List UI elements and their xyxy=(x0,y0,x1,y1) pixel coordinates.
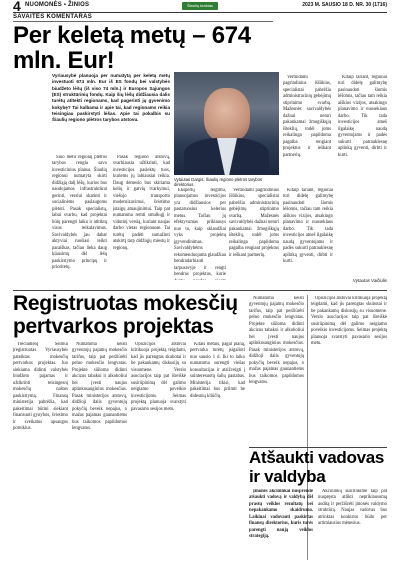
article1-byline: Vytautas Vaičiulis xyxy=(352,278,387,283)
article2-column-1: Trečiadienį Seimui įregistruotas Vyriausybės pateiktas mokesčių pertvarkos projektas. Juo siekiama didinti valstybės biudžeto pajamas ir užtikrinti teisingesnį mokesčių naštos paskirstymą. Finansų ministerija pabrėžia, kad pakeitimai būtini siekiant finansuoti gynybos, švietimo ir sveikatos apsaugos poreikius. xyxy=(13,342,68,432)
article1-column-6: Kitaip tariant, regionai turi didelę galimybę pasinaudoti šiomis lėšomis, tačiau tam reikia aiškios vizijos, atsakingo planavimo ir nuoseklaus darbo. Tik tada investicijos atneš ilgalaikę naudą gyventojams ir padės sukurti patrauklesnę aplinką gyventi, dirbti ir kurti. xyxy=(283,188,333,265)
article3-column-2: Akcininkų susirinkime taip pat nuspręsta atlikti nepriklausomą auditą ir peržiūrėti įmonės valdymo struktūrą. Naujas vadovas bus atrinktas konkurso būdu per artimiausius mėnesius. xyxy=(318,489,387,527)
header-divider xyxy=(13,12,387,13)
article1-column-3: Ekspertų teigimu, planuojamos investicijos yra didžiausios per pastaruosius kelerius metus. Tačiau jų efektyvumas priklausys nuo to, kaip sklandžiai vyks projektų įgyvendinimas. Savivaldybėms rekomenduojama glaudžiau bendradarbiauti tarpusavyje ir rengti bendrus projektus, kurie xyxy=(174,188,226,278)
article2-column-2: Numatoma keisti gyventojų pajamų mokesčio tarifus, taip pat peržiūrėti pelno mokesčio lengvatas. Projekte siūloma didinti akcizus tabakui ir alkoholiui bei įvesti naujus aplinkosauginius mokesčius. Pasak ministerijos atstovų, didžioji dalis gyventojų pokyčių beveik nepajus, o mažas pajamas gaunantiems bus taikomos papildomos lengvatos. xyxy=(72,342,127,432)
article-divider xyxy=(13,290,387,291)
article1-column-7: Kitaip tariant, regionai turi didelę galimybę pasinaudoti šiomis lėšomis, tačiau tam reikia aiškios vizijos, atsakingo planavimo ir nuoseklaus darbo. Tik tada investicijos atneš ilgalaikę naudą gyventojams ir padės sukurti patrauklesnę aplinką gyventi, dirbti ir kurti. xyxy=(338,75,387,158)
newspaper-logo: Šiaulių kraštas xyxy=(182,2,218,10)
article2-headline-line2: pertvarkos projektas xyxy=(13,315,214,338)
section-label: SAVAITĖS KOMENTARAS xyxy=(13,14,93,20)
article2-column-3: Opozicijos atstovai kritikuoja projektą teigdami, kad jis parengtas skubotai ir be pakankamų diskusijų su visuomene. Verslo asociacijos taip pat išreiškė susirūpinimą dėl galimo neigiamo poveikio investicijoms. Seimas projektą planuoja svarstyti pavasario sesijos metu. xyxy=(131,342,186,412)
article2-column-4: Kitais metais, pagal planą, pertvarka turėtų įsigalioti nuo sausio 1 d. Iki to laiko numatoma surengti viešas konsultacijas ir atsižvelgti į suinteresuotų šalių pastabas. Ministerija tikisi, kad pakeitimai bus priimti be didesnių kliūčių. xyxy=(190,342,245,399)
issue-dateline: 2023 M. SAUSIO 18 D. NR. 30 (1716) xyxy=(302,2,387,8)
portrait-photo xyxy=(174,72,279,175)
publication-name: NUOMONĖS ▪ ŽINIOS xyxy=(25,2,90,8)
article3-column-1: Įmonės akcininkai nusprendė atšaukti vadovą ir valdybą dėl prastų veiklos rezultatų bei nepakankamo skaidrumo. Laikinai vadovauti paskirtas finansų direktorius, kuris turės parengti naują veiklos strategiją. xyxy=(249,489,313,540)
article2-headline-line1: Registruotas mokesčių xyxy=(13,292,238,315)
page-number: 4 xyxy=(13,0,21,14)
article1-column-1: Šiuo metu regionų plėtros tarybos rengia savo investicinius planus. Šiaulių regionui numatyta skirti didžiąją dalį lėšų, kurios bus naudojamos infrastruktūrai gerinti, verslui skatinti ir socialinėms paslaugoms plėtoti. Pasak specialistų, labai svarbu, kad projektai būtų parengti laiku ir atitiktų visus reikalavimus. Savivaldybės jau dabar aktyviai ruošiasi teikti paraiškas, tačiau lieka daug klausimų dėl lėšų paskirstymo principų ir prioritetų. xyxy=(52,155,107,271)
article1-column-2: Pasak regiono atstovų, svarbiausia užtikrinti, kad investicijos pasiektų tuos, kuriems jų labiausiai reikia. Daug dėmesio bus skiriama kelių ir gatvių tvarkymui, viešojo transporto modernizavimui, švietimo įstaigų atnaujinimui. Taip pat numatoma remti smulkųjį ir vidutinį verslą, kuriant naujas darbo vietas regionuose. Tai turėtų padėti sumažinti atskirtį tarp didžiųjų miestų ir regionų. xyxy=(113,155,170,251)
article1-headline: Per keletą metų – 674 mln. Eur! xyxy=(13,22,251,75)
article3-headline-line2: ir valdyba xyxy=(249,467,326,486)
article1-column-4: Vertindami pagrindinius iššūkius, specialistai pabrėžia administracinių gebėjimų stiprinimo svarbą. Mažesnės savivaldybės dažnai neturi pakankamai žmogiškųjų išteklių, todėl joms reikalinga papildoma pagalba rengiant projektus ir ieškant partnerių. xyxy=(229,188,279,258)
article1-lead: Vyriausybė planuoja per numatytą per keletą metų investuoti 674 mln. Eur iš ES fondų bei valstybės biudžeto lėšų (iš viso 74 mln.) ir Europos Sąjungos (ES) struktūrinių fondų. Kaip šių lėšų didžiausia dalis turėtų atitekti regionams, kad pagerinti jų gyvenimo kokybę? Tai kalbama ir apie tai, kad regionams reikia teisingiau paskirstyti lėšas. Apie tai pokalbis su Šiaulių regiono plėtros tarybos atstovu. xyxy=(52,73,170,123)
photo-caption: Vytautas Dargis, Šiaulių regiono plėtros tarybos direktorius. xyxy=(174,177,263,188)
article3-headline-line1: Atšaukti vadovas xyxy=(249,448,385,467)
article2-column-6: Opozicijos atstovai kritikuoja projektą teigdami, kad jis parengtas skubotai ir be pakankamų diskusijų su visuomene. Verslo asociacijos taip pat išreiškė susirūpinimą dėl galimo neigiamo poveikio investicijoms. Seimas projektą planuoja svarstyti pavasario sesijos metu. xyxy=(311,296,387,347)
article2-column-5: Numatoma keisti gyventojų pajamų mokesčio tarifus, taip pat peržiūrėti pelno mokesčio lengvatas. Projekte siūloma didinti akcizus tabakui ir alkoholiui bei įvesti naujus aplinkosauginius mokesčius. Pasak ministerijos atstovų, didžioji dalis gyventojų pokyčių beveik nepajus, o mažas pajamas gaunantiems bus taikomos papildomos lengvatos. xyxy=(249,296,304,386)
article1-column-5: Vertindami pagrindinius iššūkius, specialistai pabrėžia administracinių gebėjimų stiprinimo svarbą. Mažesnės savivaldybės dažnai neturi pakankamai žmogiškųjų išteklių, todėl joms reikalinga papildoma pagalba rengiant projektus ir ieškant partnerių. xyxy=(283,75,331,158)
